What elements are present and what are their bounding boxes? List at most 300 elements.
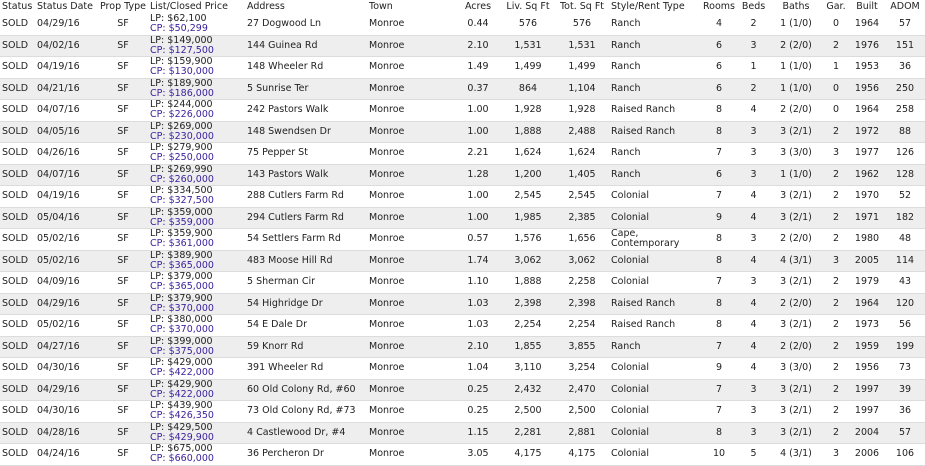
cell-garage: 2 bbox=[823, 229, 849, 251]
cell-prop-type: SF bbox=[98, 422, 148, 444]
cell-status-date: 04/09/16 bbox=[35, 272, 98, 294]
cell-beds: 4 bbox=[738, 336, 769, 358]
closed-price: CP: $375,000 bbox=[150, 345, 214, 357]
cell-price bbox=[148, 336, 245, 358]
cell-tot-sqft: 2,545 bbox=[555, 186, 609, 208]
list-price: LP: $399,000 bbox=[150, 336, 213, 347]
cell-liv-sqft: 1,200 bbox=[501, 164, 555, 186]
col-header-status-date[interactable]: Status Date bbox=[37, 1, 93, 12]
cell-status: SOLD bbox=[0, 315, 35, 337]
closed-price: CP: $186,000 bbox=[150, 87, 214, 99]
cell-status: SOLD bbox=[0, 229, 35, 251]
cell-tot-sqft: 2,398 bbox=[555, 293, 609, 315]
cell-prop-type: SF bbox=[98, 35, 148, 57]
cell-style: Ranch bbox=[609, 57, 700, 79]
cell-liv-sqft: 2,432 bbox=[501, 379, 555, 401]
table-row[interactable] bbox=[0, 100, 925, 122]
col-header-built[interactable]: Built bbox=[856, 1, 878, 12]
cell-acres: 1.74 bbox=[455, 250, 501, 272]
cell-garage: 0 bbox=[823, 100, 849, 122]
cell-adom: 36 bbox=[885, 57, 925, 79]
cell-rooms: 9 bbox=[700, 358, 738, 380]
cell-built: 1956 bbox=[849, 78, 885, 100]
cell-tot-sqft: 1,624 bbox=[555, 143, 609, 165]
cell-beds: 4 bbox=[738, 358, 769, 380]
cell-town: Monroe bbox=[367, 121, 455, 143]
cell-acres: 2.10 bbox=[455, 35, 501, 57]
cell-rooms: 7 bbox=[700, 272, 738, 294]
cell-status-date: 05/04/16 bbox=[35, 207, 98, 229]
cell-baths: 3 (2/1) bbox=[769, 401, 823, 423]
closed-price: CP: $230,000 bbox=[150, 130, 214, 142]
cell-status: SOLD bbox=[0, 78, 35, 100]
col-header-garage[interactable]: Gar. bbox=[826, 1, 846, 12]
cell-beds: 4 bbox=[738, 186, 769, 208]
cell-status: SOLD bbox=[0, 401, 35, 423]
cell-beds: 4 bbox=[738, 250, 769, 272]
cell-rooms: 8 bbox=[700, 100, 738, 122]
cell-town: Monroe bbox=[367, 186, 455, 208]
cell-beds: 3 bbox=[738, 143, 769, 165]
cell-acres: 1.00 bbox=[455, 121, 501, 143]
cell-tot-sqft: 576 bbox=[555, 14, 609, 35]
cell-rooms: 7 bbox=[700, 379, 738, 401]
cell-rooms: 6 bbox=[700, 164, 738, 186]
cell-garage: 2 bbox=[823, 293, 849, 315]
cell-address: 36 Percheron Dr bbox=[245, 444, 367, 466]
cell-tot-sqft: 2,881 bbox=[555, 422, 609, 444]
cell-tot-sqft: 3,062 bbox=[555, 250, 609, 272]
cell-price bbox=[148, 358, 245, 380]
cell-tot-sqft: 3,855 bbox=[555, 336, 609, 358]
cell-rooms: 7 bbox=[700, 401, 738, 423]
cell-liv-sqft: 3,110 bbox=[501, 358, 555, 380]
cell-garage: 3 bbox=[823, 444, 849, 466]
cell-status: SOLD bbox=[0, 422, 35, 444]
cell-town: Monroe bbox=[367, 164, 455, 186]
cell-built: 1979 bbox=[849, 272, 885, 294]
cell-prop-type: SF bbox=[98, 57, 148, 79]
cell-built: 1953 bbox=[849, 57, 885, 79]
cell-adom: 36 bbox=[885, 401, 925, 423]
closed-price: CP: $365,000 bbox=[150, 259, 214, 271]
cell-status-date: 04/28/16 bbox=[35, 422, 98, 444]
cell-rooms: 8 bbox=[700, 229, 738, 251]
cell-style: Ranch bbox=[609, 35, 700, 57]
table-row[interactable] bbox=[0, 57, 925, 79]
table-row[interactable] bbox=[0, 14, 925, 35]
cell-address: 59 Knorr Rd bbox=[245, 336, 367, 358]
cell-baths: 3 (2/1) bbox=[769, 207, 823, 229]
cell-style: Colonial bbox=[609, 186, 700, 208]
table-row[interactable] bbox=[0, 358, 925, 380]
cell-town: Monroe bbox=[367, 422, 455, 444]
cell-built: 1976 bbox=[849, 35, 885, 57]
cell-beds: 3 bbox=[738, 379, 769, 401]
cell-built: 1973 bbox=[849, 315, 885, 337]
cell-style: Colonial bbox=[609, 401, 700, 423]
cell-town: Monroe bbox=[367, 143, 455, 165]
cell-address: 4 Castlewood Dr, #4 bbox=[245, 422, 367, 444]
table-row[interactable] bbox=[0, 78, 925, 100]
cell-status-date: 04/26/16 bbox=[35, 143, 98, 165]
list-price: LP: $269,000 bbox=[150, 121, 213, 132]
cell-status: SOLD bbox=[0, 57, 35, 79]
cell-beds: 4 bbox=[738, 207, 769, 229]
cell-status-date: 04/29/16 bbox=[35, 14, 98, 35]
cell-price bbox=[148, 379, 245, 401]
list-price: LP: $359,000 bbox=[150, 207, 213, 218]
cell-status-date: 05/02/16 bbox=[35, 229, 98, 251]
closed-price: CP: $361,000 bbox=[150, 238, 214, 250]
cell-tot-sqft: 2,254 bbox=[555, 315, 609, 337]
cell-prop-type: SF bbox=[98, 315, 148, 337]
header-row bbox=[0, 0, 925, 14]
list-price: LP: $379,900 bbox=[150, 293, 213, 304]
cell-adom: 52 bbox=[885, 186, 925, 208]
cell-town: Monroe bbox=[367, 293, 455, 315]
cell-baths: 4 (3/1) bbox=[769, 444, 823, 466]
cell-rooms: 7 bbox=[700, 336, 738, 358]
cell-liv-sqft: 1,888 bbox=[501, 272, 555, 294]
cell-address: 391 Wheeler Rd bbox=[245, 358, 367, 380]
cell-address: 54 Highridge Dr bbox=[245, 293, 367, 315]
cell-liv-sqft: 864 bbox=[501, 78, 555, 100]
cell-acres: 0.44 bbox=[455, 14, 501, 35]
cell-built: 1964 bbox=[849, 100, 885, 122]
cell-acres: 1.15 bbox=[455, 422, 501, 444]
cell-liv-sqft: 1,499 bbox=[501, 57, 555, 79]
cell-prop-type: SF bbox=[98, 250, 148, 272]
cell-baths: 3 (2/1) bbox=[769, 272, 823, 294]
cell-tot-sqft: 2,258 bbox=[555, 272, 609, 294]
cell-acres: 3.05 bbox=[455, 444, 501, 466]
cell-beds: 4 bbox=[738, 293, 769, 315]
cell-built: 1972 bbox=[849, 121, 885, 143]
table-row[interactable] bbox=[0, 207, 925, 229]
cell-address: 483 Moose Hill Rd bbox=[245, 250, 367, 272]
cell-status-date: 04/30/16 bbox=[35, 401, 98, 423]
cell-garage: 0 bbox=[823, 78, 849, 100]
cell-price bbox=[148, 100, 245, 122]
cell-liv-sqft: 3,062 bbox=[501, 250, 555, 272]
cell-status-date: 05/02/16 bbox=[35, 250, 98, 272]
cell-status: SOLD bbox=[0, 35, 35, 57]
cell-baths: 3 (3/0) bbox=[769, 358, 823, 380]
cell-baths: 1 (1/0) bbox=[769, 78, 823, 100]
table-row[interactable] bbox=[0, 35, 925, 57]
cell-adom: 182 bbox=[885, 207, 925, 229]
cell-price bbox=[148, 57, 245, 79]
col-header-style[interactable]: Style/Rent Type bbox=[611, 1, 685, 12]
col-header-price[interactable]: List/Closed Price bbox=[150, 1, 228, 12]
closed-price: CP: $370,000 bbox=[150, 302, 214, 314]
cell-town: Monroe bbox=[367, 315, 455, 337]
cell-status: SOLD bbox=[0, 100, 35, 122]
cell-address: 54 Settlers Farm Rd bbox=[245, 229, 367, 251]
closed-price: CP: $422,000 bbox=[150, 367, 214, 379]
table-row[interactable] bbox=[0, 121, 925, 143]
cell-adom: 126 bbox=[885, 143, 925, 165]
cell-liv-sqft: 2,500 bbox=[501, 401, 555, 423]
cell-baths: 3 (2/1) bbox=[769, 186, 823, 208]
cell-beds: 3 bbox=[738, 401, 769, 423]
closed-price: CP: $429,900 bbox=[150, 431, 214, 443]
cell-garage: 2 bbox=[823, 379, 849, 401]
col-header-rooms[interactable]: Rooms bbox=[702, 1, 735, 12]
cell-style: Raised Ranch bbox=[609, 315, 700, 337]
col-header-liv-sqft[interactable]: Liv. Sq Ft bbox=[506, 1, 550, 12]
cell-rooms: 6 bbox=[700, 57, 738, 79]
cell-garage: 2 bbox=[823, 336, 849, 358]
cell-rooms: 8 bbox=[700, 293, 738, 315]
cell-adom: 250 bbox=[885, 78, 925, 100]
cell-status: SOLD bbox=[0, 250, 35, 272]
list-price: LP: $189,900 bbox=[150, 78, 213, 89]
cell-beds: 4 bbox=[738, 315, 769, 337]
cell-liv-sqft: 1,928 bbox=[501, 100, 555, 122]
cell-acres: 1.00 bbox=[455, 207, 501, 229]
table-row[interactable] bbox=[0, 229, 925, 251]
col-header-acres[interactable]: Acres bbox=[464, 1, 492, 12]
cell-address: 73 Old Colony Rd, #73 bbox=[245, 401, 367, 423]
list-price: LP: $439,900 bbox=[150, 400, 213, 412]
col-header-beds[interactable]: Beds bbox=[741, 1, 766, 12]
cell-beds: 3 bbox=[738, 35, 769, 57]
table-row[interactable] bbox=[0, 272, 925, 294]
cell-prop-type: SF bbox=[98, 78, 148, 100]
cell-acres: 1.28 bbox=[455, 164, 501, 186]
cell-acres: 2.10 bbox=[455, 336, 501, 358]
cell-price bbox=[148, 164, 245, 186]
closed-price: CP: $426,350 bbox=[150, 410, 214, 422]
cell-garage: 2 bbox=[823, 358, 849, 380]
cell-acres: 0.37 bbox=[455, 78, 501, 100]
cell-acres: 1.00 bbox=[455, 186, 501, 208]
cell-address: 148 Wheeler Rd bbox=[245, 57, 367, 79]
cell-address: 242 Pastors Walk bbox=[245, 100, 367, 122]
list-price: LP: $159,900 bbox=[150, 56, 213, 68]
cell-garage: 2 bbox=[823, 164, 849, 186]
closed-price: CP: $50,299 bbox=[150, 23, 208, 35]
cell-status-date: 04/21/16 bbox=[35, 78, 98, 100]
cell-garage: 1 bbox=[823, 57, 849, 79]
cell-garage: 3 bbox=[823, 250, 849, 272]
cell-tot-sqft: 2,470 bbox=[555, 379, 609, 401]
col-header-adom[interactable]: ADOM bbox=[890, 1, 920, 12]
cell-garage: 2 bbox=[823, 315, 849, 337]
cell-status: SOLD bbox=[0, 14, 35, 35]
cell-garage: 3 bbox=[823, 143, 849, 165]
cell-built: 2005 bbox=[849, 250, 885, 272]
cell-liv-sqft: 1,985 bbox=[501, 207, 555, 229]
cell-beds: 4 bbox=[738, 100, 769, 122]
cell-built: 1962 bbox=[849, 164, 885, 186]
cell-price bbox=[148, 186, 245, 208]
cell-beds: 3 bbox=[738, 272, 769, 294]
cell-town: Monroe bbox=[367, 272, 455, 294]
cell-status: SOLD bbox=[0, 164, 35, 186]
cell-style: Ranch bbox=[609, 336, 700, 358]
list-price: LP: $279,900 bbox=[150, 142, 213, 154]
cell-built: 2006 bbox=[849, 444, 885, 466]
cell-status: SOLD bbox=[0, 272, 35, 294]
table-row[interactable] bbox=[0, 336, 925, 358]
cell-adom: 120 bbox=[885, 293, 925, 315]
cell-prop-type: SF bbox=[98, 336, 148, 358]
cell-status-date: 04/07/16 bbox=[35, 164, 98, 186]
cell-baths: 1 (1/0) bbox=[769, 164, 823, 186]
cell-beds: 3 bbox=[738, 229, 769, 251]
table-row[interactable] bbox=[0, 293, 925, 315]
cell-beds: 3 bbox=[738, 422, 769, 444]
cell-tot-sqft: 2,488 bbox=[555, 121, 609, 143]
cell-acres: 1.04 bbox=[455, 358, 501, 380]
table-row[interactable] bbox=[0, 186, 925, 208]
cell-price bbox=[148, 121, 245, 143]
cell-garage: 2 bbox=[823, 422, 849, 444]
cell-rooms: 4 bbox=[700, 14, 738, 35]
cell-rooms: 8 bbox=[700, 422, 738, 444]
cell-adom: 151 bbox=[885, 35, 925, 57]
cell-price bbox=[148, 272, 245, 294]
cell-prop-type: SF bbox=[98, 207, 148, 229]
cell-rooms: 6 bbox=[700, 35, 738, 57]
cell-prop-type: SF bbox=[98, 164, 148, 186]
col-header-baths[interactable]: Baths bbox=[782, 1, 810, 12]
cell-rooms: 7 bbox=[700, 143, 738, 165]
cell-status: SOLD bbox=[0, 186, 35, 208]
col-header-town[interactable]: Town bbox=[369, 1, 393, 12]
col-header-status[interactable]: Status bbox=[2, 1, 33, 12]
cell-status: SOLD bbox=[0, 336, 35, 358]
cell-status: SOLD bbox=[0, 143, 35, 165]
cell-style: Colonial bbox=[609, 422, 700, 444]
cell-price bbox=[148, 315, 245, 337]
table-row[interactable] bbox=[0, 422, 925, 444]
cell-town: Monroe bbox=[367, 401, 455, 423]
table-row[interactable] bbox=[0, 401, 925, 423]
cell-acres: 2.21 bbox=[455, 143, 501, 165]
cell-price bbox=[148, 207, 245, 229]
cell-style: Cape, Contemporary bbox=[609, 229, 700, 251]
list-price: LP: $379,000 bbox=[150, 271, 213, 283]
list-price: LP: $389,900 bbox=[150, 250, 213, 261]
cell-address: 5 Sunrise Ter bbox=[245, 78, 367, 100]
cell-status-date: 04/19/16 bbox=[35, 186, 98, 208]
cell-town: Monroe bbox=[367, 444, 455, 466]
cell-baths: 2 (2/0) bbox=[769, 229, 823, 251]
cell-price bbox=[148, 401, 245, 423]
cell-adom: 57 bbox=[885, 422, 925, 444]
cell-town: Monroe bbox=[367, 78, 455, 100]
cell-rooms: 7 bbox=[700, 186, 738, 208]
cell-style: Colonial bbox=[609, 207, 700, 229]
cell-prop-type: SF bbox=[98, 14, 148, 35]
cell-baths: 2 (2/0) bbox=[769, 336, 823, 358]
cell-style: Colonial bbox=[609, 250, 700, 272]
cell-beds: 3 bbox=[738, 164, 769, 186]
cell-prop-type: SF bbox=[98, 272, 148, 294]
cell-prop-type: SF bbox=[98, 293, 148, 315]
cell-prop-type: SF bbox=[98, 444, 148, 466]
table-row[interactable] bbox=[0, 379, 925, 401]
cell-tot-sqft: 1,499 bbox=[555, 57, 609, 79]
closed-price: CP: $422,000 bbox=[150, 388, 214, 400]
cell-town: Monroe bbox=[367, 358, 455, 380]
list-price: LP: $334,500 bbox=[150, 185, 213, 197]
col-header-tot-sqft[interactable]: Tot. Sq Ft bbox=[559, 1, 605, 12]
cell-prop-type: SF bbox=[98, 358, 148, 380]
cell-liv-sqft: 2,545 bbox=[501, 186, 555, 208]
cell-rooms: 10 bbox=[700, 444, 738, 466]
cell-address: 143 Pastors Walk bbox=[245, 164, 367, 186]
cell-built: 2004 bbox=[849, 422, 885, 444]
cell-town: Monroe bbox=[367, 207, 455, 229]
cell-status: SOLD bbox=[0, 379, 35, 401]
cell-built: 1956 bbox=[849, 358, 885, 380]
cell-baths: 3 (3/0) bbox=[769, 143, 823, 165]
cell-tot-sqft: 1,928 bbox=[555, 100, 609, 122]
list-price: LP: $429,000 bbox=[150, 357, 213, 369]
cell-garage: 0 bbox=[823, 14, 849, 35]
table-row[interactable] bbox=[0, 250, 925, 272]
cell-tot-sqft: 1,656 bbox=[555, 229, 609, 251]
cell-adom: 43 bbox=[885, 272, 925, 294]
closed-price: CP: $327,500 bbox=[150, 195, 214, 207]
col-header-address[interactable]: Address bbox=[247, 1, 285, 12]
list-price: LP: $675,000 bbox=[150, 443, 213, 455]
cell-prop-type: SF bbox=[98, 121, 148, 143]
cell-address: 60 Old Colony Rd, #60 bbox=[245, 379, 367, 401]
cell-garage: 2 bbox=[823, 35, 849, 57]
table-row[interactable] bbox=[0, 143, 925, 165]
cell-style: Raised Ranch bbox=[609, 100, 700, 122]
cell-liv-sqft: 1,576 bbox=[501, 229, 555, 251]
cell-built: 1997 bbox=[849, 401, 885, 423]
cell-prop-type: SF bbox=[98, 100, 148, 122]
col-header-prop-type[interactable]: Prop Type bbox=[100, 1, 146, 12]
cell-liv-sqft: 2,254 bbox=[501, 315, 555, 337]
cell-acres: 0.57 bbox=[455, 229, 501, 251]
cell-built: 1970 bbox=[849, 186, 885, 208]
table-row[interactable] bbox=[0, 444, 925, 466]
cell-beds: 1 bbox=[738, 57, 769, 79]
cell-price bbox=[148, 250, 245, 272]
cell-acres: 0.25 bbox=[455, 401, 501, 423]
cell-built: 1997 bbox=[849, 379, 885, 401]
cell-status: SOLD bbox=[0, 121, 35, 143]
cell-address: 294 Cutlers Farm Rd bbox=[245, 207, 367, 229]
cell-price bbox=[148, 78, 245, 100]
cell-style: Colonial bbox=[609, 379, 700, 401]
cell-prop-type: SF bbox=[98, 229, 148, 251]
cell-adom: 39 bbox=[885, 379, 925, 401]
table-row[interactable] bbox=[0, 164, 925, 186]
cell-status-date: 04/05/16 bbox=[35, 121, 98, 143]
cell-status-date: 04/29/16 bbox=[35, 293, 98, 315]
cell-garage: 2 bbox=[823, 207, 849, 229]
list-price: LP: $244,000 bbox=[150, 99, 213, 111]
cell-rooms: 8 bbox=[700, 315, 738, 337]
cell-liv-sqft: 2,398 bbox=[501, 293, 555, 315]
cell-style: Ranch bbox=[609, 78, 700, 100]
cell-status-date: 04/27/16 bbox=[35, 336, 98, 358]
cell-status-date: 04/29/16 bbox=[35, 379, 98, 401]
list-price: LP: $359,900 bbox=[150, 228, 213, 240]
table-row[interactable] bbox=[0, 315, 925, 337]
cell-address: 75 Pepper St bbox=[245, 143, 367, 165]
